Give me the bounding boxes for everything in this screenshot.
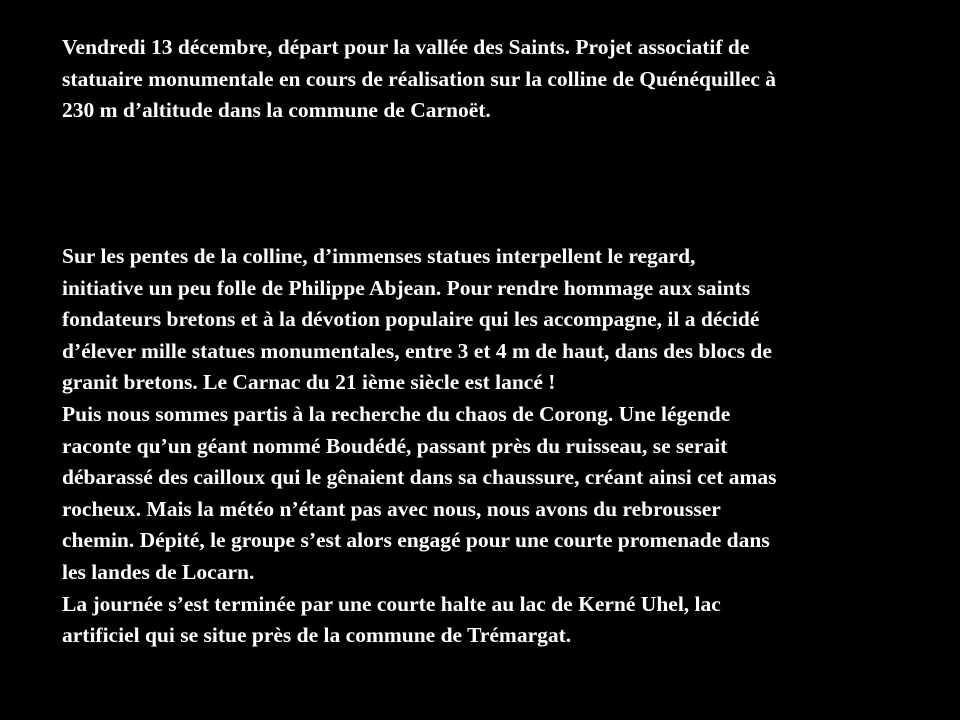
body-line: Sur les pentes de la colline, d’immenses statues interpellent le regard, — [62, 244, 696, 268]
body-text — [62, 241, 942, 652]
body-line: rocheux. Mais la météo n’étant pas avec nous, nous avons du rebrousser — [62, 496, 721, 521]
body-line: artificiel qui se situe près de la commune de Trémargat. — [62, 623, 572, 648]
body-line: les landes de Locarn. — [62, 559, 255, 584]
body-line: granit bretons. Le Carnac du 21 ième siècle est lancé ! — [62, 370, 556, 395]
body-line: d’élever mille statues monumentales, entre 3 et 4 m de haut, dans des blocs de — [62, 338, 772, 363]
body-line: Puis nous sommes partis à la recherche du chaos de Corong. Une légende — [62, 401, 731, 426]
body-line: fondateurs bretons et à la dévotion populaire qui les accompagne, il a décidé — [62, 307, 760, 332]
intro-line: statuaire monumentale en cours de réalisation sur la colline de Quénéquillec à — [62, 66, 777, 91]
body-line: chemin. Dépité, le groupe s’est alors engagé pour une courte promenade dans — [62, 528, 770, 553]
intro-line: Vendredi 13 décembre, départ pour la vallée des Saints. Projet associatif de — [62, 35, 750, 59]
intro-paragraph — [62, 32, 942, 127]
body-line: raconte qu’un géant nommé Boudédé, passant près du ruisseau, se serait — [62, 433, 728, 458]
body-line: initiative un peu folle de Philippe Abjean. Pour rendre hommage aux saints — [62, 275, 751, 300]
body-line: La journée s’est terminée par une courte halte au lac de Kerné Uhel, lac — [62, 591, 721, 616]
body-line: débarassé des cailloux qui le gênaient dans sa chaussure, créant ainsi cet amas — [62, 465, 777, 490]
intro-line: 230 m d’altitude dans la commune de Carnoët. — [62, 98, 491, 123]
